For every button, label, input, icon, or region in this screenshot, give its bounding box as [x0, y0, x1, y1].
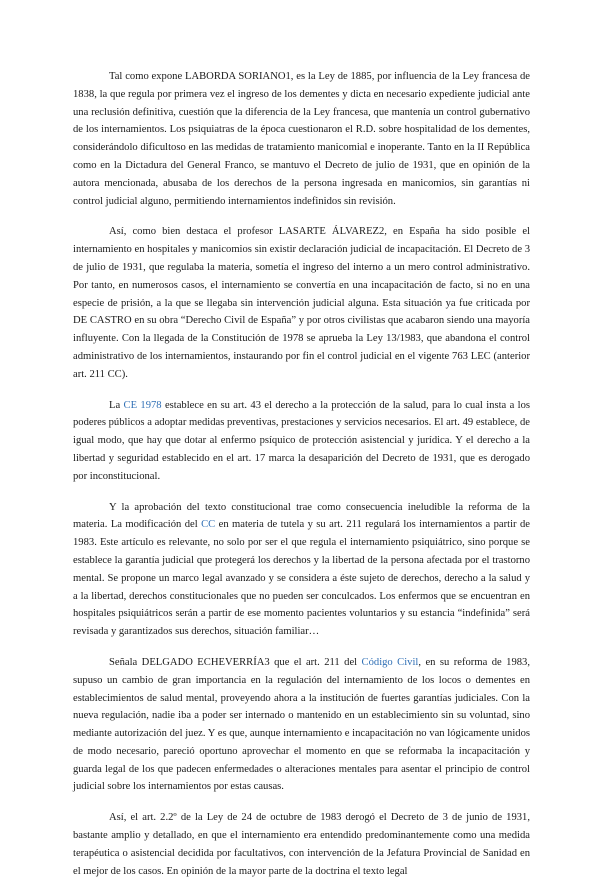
paragraph-3-text-b: establece en su art. 43 el derecho a la protección de la salud, para lo cual insta a los poderes públicos a adoptar medidas preventivas, prestaciones y servicios necesarios. El art. 49 establece, de igual modo, que hay que dotar al enfermo psíquico de protección asistencial y jurídica. Y el derecho a la libertad y seguridad establecido en el art. 17 marca la desaparición del Decreto de 1931, que es derogado por inconstitucional.: [73, 399, 530, 482]
paragraph-4-text-b: en materia de tutela y su art. 211 regulará los internamientos a partir de 1983. Este artículo es relevante, no solo por ser el que regula el internamiento psiquiátrico, sino porque se establece la garantía judicial que protegerá los derechos y la libertad de la persona afectada por el trastorno mental. Se propone un marco legal avanzado y se considera a éste sujeto de derechos, derecho a la salud y a la libertad, derechos constitucionales que no pueden ser conculcados. Los enfermos que se encuentran en hospitales psiquiátricos serán a partir de ese momento pacientes voluntarios y su estancia “indefinida” será revisada y garantizados sus derechos, situación familiar…: [73, 519, 530, 638]
paragraph-5-text-b: , en su reforma de 1983, supuso un cambio de gran importancia en la regulación del internamiento de los locos o dementes en establecimientos de salud mental, proveyendo ahora a la institución de fuertes garantías judiciales. Con la nueva regulación, nadie iba a poder ser internado o mantenido en un establecimiento sin su voluntad, sino mediante autorización del juez. Y es que, aunque internamiento e incapacitación no van lógicamente unidos de modo necesario, pareció oportuno aprovechar el momento en que se reformaba la incapacitación y guarda legal de los que padecen enfermedades o alteraciones mentales para asentar el principio de control judicial sobre los internamientos por estas causas.: [73, 656, 530, 793]
paragraph-1-text: Tal como expone LABORDA SORIANO1, es la Ley de 1885, por influencia de la Ley francesa de 1838, la que regula por primera vez el ingreso de los dementes y dicta en necesario expediente judicial ante una reclusión definitiva, cuestión que la diferencia de la Ley francesa, que mantenía un control gubernativo de los internamientos. Los psiquiatras de la época cuestionaron el R.D. sobre hospitalidad de los dementes, considerándolo dificultoso en las medidas de tratamiento manicomial e inoperante. Tanto en la II República como en la Dictadura del General Franco, se mantuvo el Decreto de julio de 1931, que en opinión de la autora mencionada, abusaba de los derechos de la persona ingresada en manicomios, sin garantías ni control judicial alguno, permitiendo internamientos indefinidos sin revisión.: [73, 71, 530, 207]
paragraph-4-text-a: Y la aprobación del texto constitucional trae como consecuencia ineludible la reforma de la materia. La modificación del: [73, 501, 530, 531]
cc-link[interactable]: CC: [201, 519, 216, 531]
paragraph-6: [73, 809, 530, 880]
codigo-civil-link[interactable]: Código Civil: [361, 656, 419, 668]
paragraph-5: [73, 654, 530, 796]
ce-1978-link[interactable]: CE 1978: [123, 399, 162, 411]
paragraph-1: [73, 68, 530, 210]
paragraph-3: [73, 397, 530, 486]
paragraph-5-text-a: Señala DELGADO ECHEVERRÍA3 que el art. 211 del: [109, 656, 362, 668]
paragraph-4: [73, 499, 530, 641]
paragraph-6-text: Así, el art. 2.2º de la Ley de 24 de octubre de 1983 derogó el Decreto de 3 de junio de 1931, bastante amplio y detallado, en que el internamiento era entendido predominantemente como una medida terapéutica o asistencial decidida por facultativos, con intervención de la Jefatura Provincial de Sanidad en el mejor de los casos. En opinión de la mayor parte de la doctrina el texto legal: [73, 812, 530, 877]
paragraph-3-text-a: La: [109, 399, 124, 411]
paragraph-2-text: Así, como bien destaca el profesor LASARTE ÁLVAREZ2, en España ha sido posible el internamiento en hospitales y manicomios sin existir declaración judicial de incapacitación. El Decreto de 3 de julio de 1931, que regulaba la materia, sometía el ingreso del interno a un mero control administrativo. Por tanto, en numerosos casos, el internamiento se convertía en una incapacitación de facto, si no en una especie de prisión, a la que se llegaba sin intervención judicial alguna. Esta situación ya fue criticada por DE CASTRO en su obra “Derecho Civil de España” y por otros civilistas que acabaron siendo una mayoría influyente. Con la llegada de la Constitución de 1978 se aprueba la Ley 13/1983, que abandona el control administrativo de los internamientos, instaurando por fin el control judicial en el vigente 763 LEC (anterior art. 211 CC).: [73, 226, 530, 380]
paragraph-2: [73, 223, 530, 383]
